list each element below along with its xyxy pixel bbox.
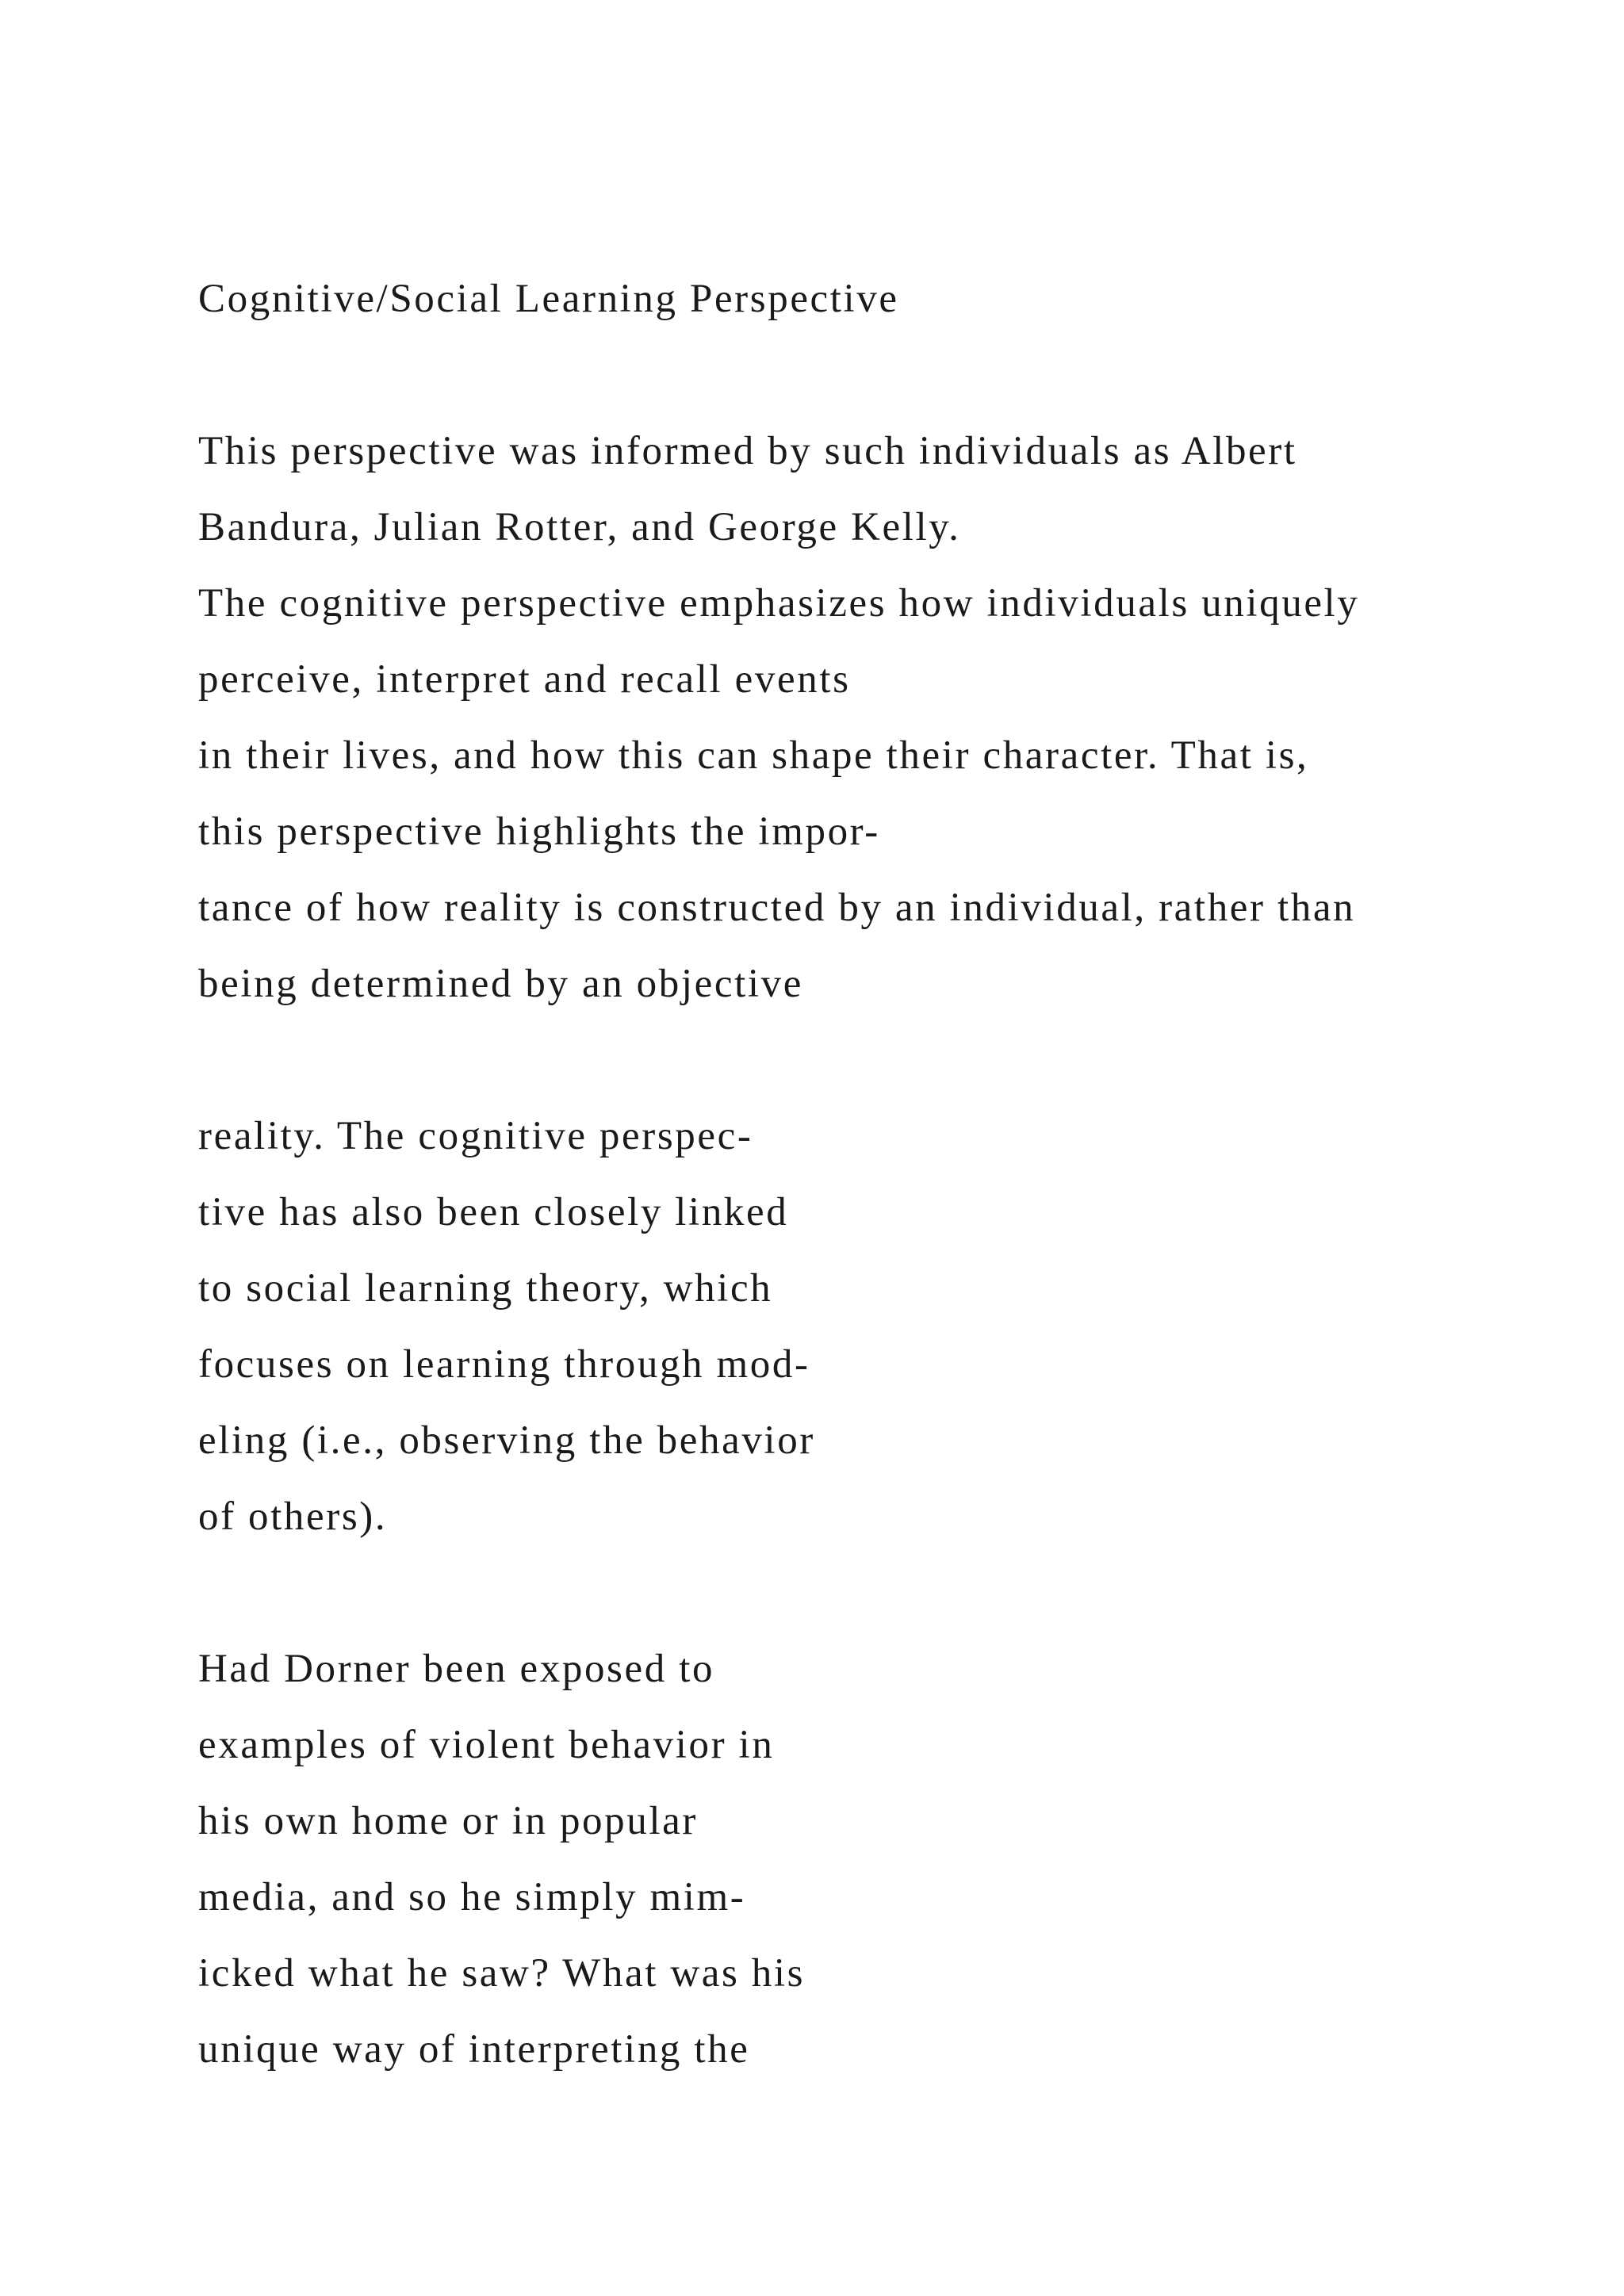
paragraph-1-line-1: This perspective was informed by such individuals as Albert bbox=[198, 429, 1297, 473]
paragraph-3-line-5: icked what he saw? What was his bbox=[198, 1951, 806, 1996]
paragraph-1-line-4: perceive, interpret and recall events bbox=[198, 657, 851, 702]
paragraph-1-line-7: tance of how reality is constructed by an individual, rather than bbox=[198, 886, 1356, 930]
paragraph-1-line-3: The cognitive perspective emphasizes how individuals uniquely bbox=[198, 581, 1360, 626]
document-heading: Cognitive/Social Learning Perspective bbox=[198, 277, 899, 321]
paragraph-3-line-4: media, and so he simply mim- bbox=[198, 1875, 746, 1919]
paragraph-2-line-2: tive has also been closely linked bbox=[198, 1190, 789, 1234]
paragraph-3-line-2: examples of violent behavior in bbox=[198, 1723, 775, 1767]
paragraph-2-line-1: reality. The cognitive perspec- bbox=[198, 1114, 753, 1158]
paragraph-3-line-3: his own home or in popular bbox=[198, 1799, 698, 1843]
paragraph-1-line-2: Bandura, Julian Rotter, and George Kelly. bbox=[198, 505, 961, 549]
paragraph-3-line-1: Had Dorner been exposed to bbox=[198, 1647, 715, 1691]
paragraph-2-line-4: focuses on learning through mod- bbox=[198, 1342, 810, 1387]
paragraph-1-line-8: being determined by an objective bbox=[198, 962, 803, 1006]
paragraph-2-line-3: to social learning theory, which bbox=[198, 1266, 773, 1311]
paragraph-3-line-6: unique way of interpreting the bbox=[198, 2027, 750, 2072]
paragraph-1-line-6: this perspective highlights the impor- bbox=[198, 809, 880, 854]
paragraph-2-line-6: of others). bbox=[198, 1494, 388, 1539]
paragraph-2-line-5: eling (i.e., observing the behavior bbox=[198, 1418, 815, 1463]
paragraph-1-line-5: in their lives, and how this can shape their character. That is, bbox=[198, 733, 1309, 778]
